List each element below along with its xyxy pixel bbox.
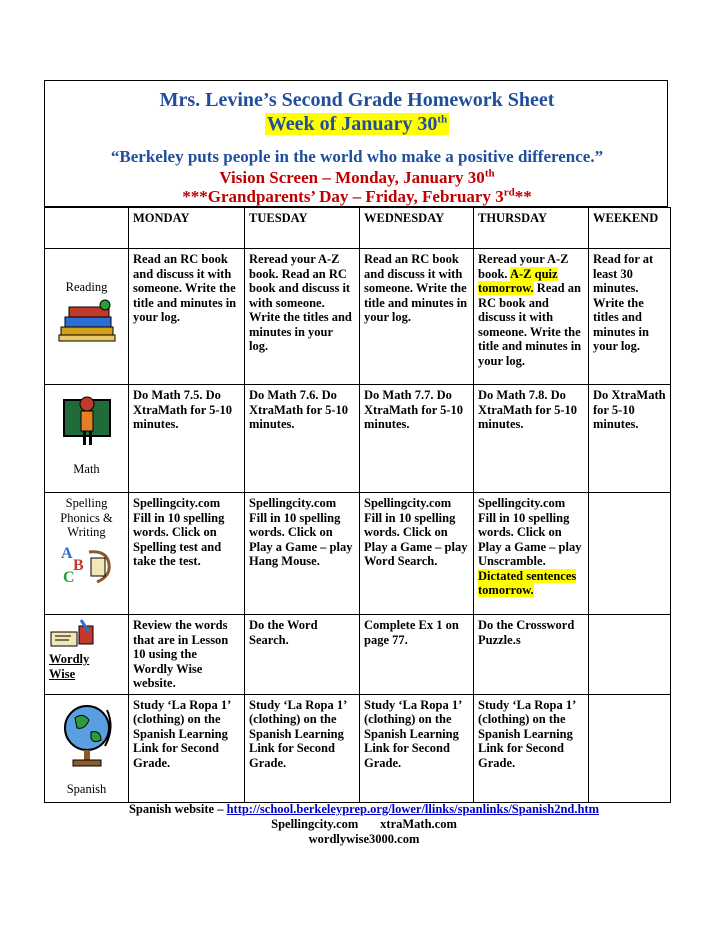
subject-label: Math <box>73 462 100 476</box>
week-heading: Week of January 30th <box>266 113 448 135</box>
reading-wednesday: Read an RC book and discuss it with someone. Write the title and minutes in your log. <box>360 249 474 385</box>
spelling-thursday: Spellingcity.com Fill in 10 spelling words. Click on Play a Game – play Unscramble. Dictated sentences tomorrow. <box>474 493 589 615</box>
math-weekend: Do XtraMath for 5-10 minutes. <box>589 385 671 493</box>
teacher-chalkboard-icon <box>62 390 112 452</box>
motto-quote: “Berkeley puts people in the world who make a positive difference.” <box>110 147 604 166</box>
column-thursday: THURSDAY <box>474 208 589 249</box>
reading-weekend: Read for at least 30 minutes. Write the titles and minutes in your log. <box>589 249 671 385</box>
corner-cell <box>45 208 129 249</box>
wordly-monday: Review the words that are in Lesson 10 using the Wordly Wise website. <box>129 615 245 695</box>
abc-scroll-icon <box>59 542 115 588</box>
math-monday: Do Math 7.5. Do XtraMath for 5-10 minutes. <box>129 385 245 493</box>
column-weekend: WEEKEND <box>589 208 671 249</box>
reading-thursday: Reread your A-Z book. A-Z quiz tomorrow. Read an RC book and discuss it with someone. Write the title and minutes in your log. <box>474 249 589 385</box>
subject-label: Wise <box>49 666 76 681</box>
wordly-wednesday: Complete Ex 1 on page 77. <box>360 615 474 695</box>
spellingcity-site: Spellingcity.com <box>271 817 359 831</box>
vision-screen-note: Vision Screen – Monday, January 30th <box>219 167 495 187</box>
spanish-website-line <box>0 802 728 817</box>
subject-label: Wordly <box>49 652 90 666</box>
reading-tuesday: Reread your A-Z book. Read an RC book and discuss it with someone. Write the titles and minutes in your log. <box>245 249 360 385</box>
spanish-wednesday: Study ‘La Ropa 1’ (clothing) on the Spanish Learning Link for Second Grade. <box>360 694 474 802</box>
table-row <box>45 385 671 493</box>
spanish-tuesday: Study ‘La Ropa 1’ (clothing) on the Spanish Learning Link for Second Grade. <box>245 694 360 802</box>
spanish-weekend <box>589 694 671 802</box>
column-wednesday: WEDNESDAY <box>360 208 474 249</box>
homework-table <box>44 207 671 803</box>
svg-text:B: B <box>72 556 84 574</box>
subject-reading <box>45 249 129 385</box>
page-title: Mrs. Levine’s Second Grade Homework Sheet <box>159 89 555 111</box>
spanish-website-label: Spanish website – <box>128 802 224 816</box>
svg-text:C: C <box>62 568 75 586</box>
subject-label: Writing <box>67 525 106 539</box>
table-row <box>45 694 671 802</box>
column-monday: MONDAY <box>129 208 245 249</box>
reading-monday: Read an RC book and discuss it with someone. Write the title and minutes in your log. <box>129 249 245 385</box>
table-row <box>45 615 671 695</box>
subject-label: Reading <box>65 280 108 294</box>
wordly-thursday: Do the Crossword Puzzle.s <box>474 615 589 695</box>
wordly-weekend <box>589 615 671 695</box>
sites-line <box>0 817 728 832</box>
dictation-highlight: Dictated sentences tomorrow. <box>478 568 577 597</box>
subject-label: Spelling <box>65 496 108 510</box>
math-tuesday: Do Math 7.6. Do XtraMath for 5-10 minutes. <box>245 385 360 493</box>
subject-math <box>45 385 129 493</box>
subject-spanish <box>45 694 129 802</box>
globe-icon <box>61 700 113 772</box>
subject-label: Spanish <box>66 781 107 796</box>
spelling-weekend <box>589 493 671 615</box>
wordly-tuesday: Do the Word Search. <box>245 615 360 695</box>
subject-label: Phonics & <box>60 510 113 525</box>
xtramath-site: xtraMath.com <box>380 817 457 831</box>
spelling-tuesday: Spellingcity.com Fill in 10 spelling words. Click on Play a Game – play Hang Mouse. <box>245 493 360 615</box>
grandparents-day-note: ***Grandparents’ Day – Friday, February 3rd** <box>182 186 532 206</box>
quiz-highlight: A-Z quiz tomorrow. <box>478 266 558 295</box>
spelling-monday: Spellingcity.com Fill in 10 spelling words. Click on Spelling test and take the test. <box>129 493 245 615</box>
math-thursday: Do Math 7.8. Do XtraMath for 5-10 minutes. <box>474 385 589 493</box>
table-header-row <box>45 208 671 249</box>
writing-desk-icon <box>49 618 97 648</box>
spelling-wednesday: Spellingcity.com Fill in 10 spelling words. Click on Play a Game – play Word Search. <box>360 493 474 615</box>
footer <box>0 802 728 847</box>
svg-text:A: A <box>60 544 73 562</box>
column-tuesday: TUESDAY <box>245 208 360 249</box>
header <box>44 80 668 207</box>
spanish-website-link[interactable]: http://school.berkeleyprep.org/lower/llinks/spanlinks/Spanish2nd.htm <box>226 802 600 816</box>
homework-sheet <box>44 80 670 810</box>
subject-spelling <box>45 493 129 615</box>
books-icon <box>55 297 119 343</box>
table-row <box>45 493 671 615</box>
subject-wordly-wise <box>45 615 129 695</box>
table-row <box>45 249 671 385</box>
math-wednesday: Do Math 7.7. Do XtraMath for 5-10 minutes. <box>360 385 474 493</box>
spanish-thursday: Study ‘La Ropa 1’ (clothing) on the Spanish Learning Link for Second Grade. <box>474 694 589 802</box>
spanish-monday: Study ‘La Ropa 1’ (clothing) on the Spanish Learning Link for Second Grade. <box>129 694 245 802</box>
wordlywise-site: wordlywise3000.com <box>308 832 420 846</box>
